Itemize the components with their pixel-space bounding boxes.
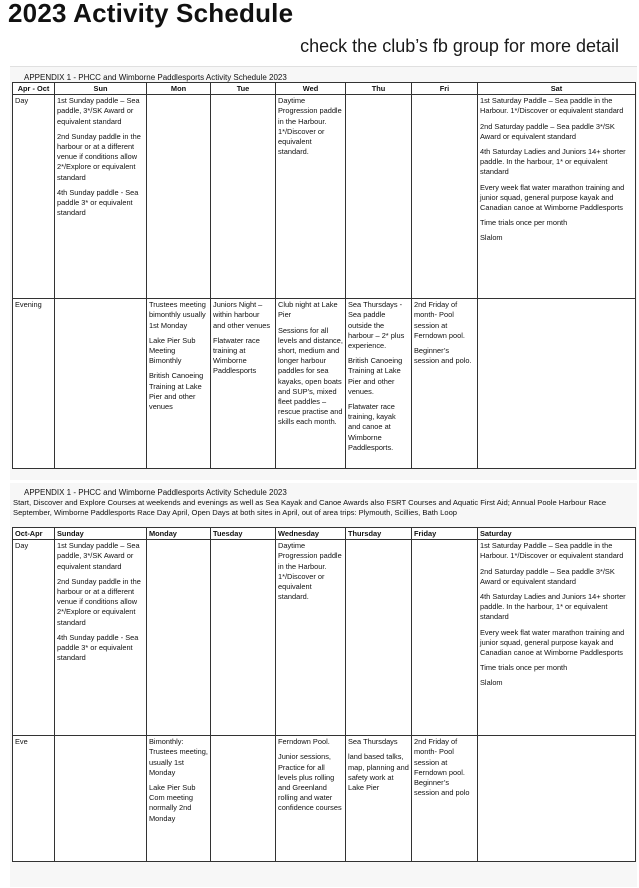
cell-paragraph: Flatwater race training, kayak and canoe at Wimborne Paddlesports. [348, 402, 396, 452]
cell-paragraph: Club night at Lake Pier [278, 300, 338, 320]
cell-paragraph: 1st Saturday Paddle – Sea paddle in the Harbour. 1*/Discover or equivalent standard [480, 96, 624, 116]
cell-paragraph: Trustees meeting bimonthly usually 1st Monday [149, 300, 206, 330]
events-note: Start, Discover and Explore Courses at weekends and evenings as well as Sea Kayak and Canoe Awards also FSRT Courses and Aquatic First Aid; Annual Poole Harbour Race September, Wimborne Paddlesports Race Day April, Open Days at both sites in April, out of area trips: Plymouth, Scillies, Bath Loop [13, 498, 607, 517]
cell-paragraph: 1st Saturday Paddle – Sea paddle in the Harbour. 1*/Discover or equivalent standard [480, 541, 624, 561]
schedule-cell [478, 540, 636, 736]
cell-paragraph: 2nd Sunday paddle in the harbour or at a different venue if conditions allow 2*/Explore or equivalent standard [57, 131, 141, 182]
table-row [13, 540, 636, 736]
column-header: Mon [147, 83, 211, 95]
cell-paragraph: Time trials once per month [480, 218, 568, 228]
cell-paragraph: 4th Saturday Ladies and Juniors 14+ shorter paddle. In the harbour, 1* or equivalent standard [480, 147, 626, 177]
column-header: Wednesday [276, 528, 346, 540]
cell-paragraph: 2nd Sunday paddle in the harbour or at a different venue if conditions allow 2*/Explore or equivalent standard [57, 576, 141, 627]
schedule-cell [412, 95, 478, 299]
cell-paragraph: 2nd Saturday paddle – Sea paddle 3*/SK Award or equivalent standard [480, 121, 615, 141]
cell-paragraph: 4th Sunday paddle - Sea paddle 3* or equivalent standard [57, 187, 139, 218]
schedule-table-winter [12, 527, 636, 862]
schedule-cell [276, 736, 346, 862]
table-row [13, 299, 636, 469]
column-header: Tue [211, 83, 276, 95]
row-label: Evening [13, 299, 55, 469]
schedule-cell [478, 299, 636, 469]
cell-paragraph: Sessions for all levels and distance, short, medium and longer harbour paddles for sea kayaks, open boats and SUP’s, mixed fleet paddles – rescue practise and skills each month. [278, 325, 343, 427]
schedule-cell [276, 540, 346, 736]
schedule-sheet-summer [10, 66, 637, 480]
cell-paragraph: 1st Sunday paddle – Sea paddle, 3*/SK Award or equivalent standard [57, 96, 140, 126]
page-subtitle: check the club’s fb group for more detail [300, 36, 619, 56]
cell-paragraph: Sea Thursdays - Sea paddle outside the harbour – 2* plus experience. [348, 300, 405, 351]
schedule-cell [346, 736, 412, 862]
schedule-cell [346, 95, 412, 299]
schedule-cell [147, 299, 211, 469]
cell-paragraph: 1st Sunday paddle – Sea paddle, 3*/SK Award or equivalent standard [57, 541, 140, 571]
cell-paragraph: Juniors Night – within harbour and other venues [213, 300, 271, 330]
schedule-cell [55, 540, 147, 736]
cell-paragraph: 4th Saturday Ladies and Juniors 14+ shorter paddle. In the harbour, 1* or equivalent standard [480, 592, 626, 622]
column-header: Apr - Oct [13, 83, 55, 95]
cell-paragraph: Daytime Progression paddle in the Harbour. 1*/Discover or equivalent standard. [278, 96, 342, 157]
cell-paragraph: Daytime Progression paddle in the Harbour. 1*/Discover or equivalent standard. [278, 541, 342, 602]
cell-paragraph: Sea Thursdays [348, 737, 398, 747]
schedule-cell [346, 299, 412, 469]
page-title: 2023 Activity Schedule [8, 0, 294, 28]
schedule-cell [147, 736, 211, 862]
schedule-cell [276, 299, 346, 469]
schedule-cell [211, 540, 276, 736]
schedule-cell [55, 299, 147, 469]
cell-paragraph: Beginner’s session and polo. [414, 346, 472, 366]
appendix-caption: APPENDIX 1 - PHCC and Wimborne Paddlesports Activity Schedule 2023 [24, 73, 287, 82]
cell-paragraph: Every week flat water marathon training and junior squad, general purpose kayak and Canadian canoe at Wimborne Paddlesports [480, 627, 625, 658]
schedule-cell [55, 736, 147, 862]
schedule-table-summer [12, 82, 636, 469]
schedule-cell [412, 299, 478, 469]
schedule-cell [412, 540, 478, 736]
row-label: Day [13, 540, 55, 736]
cell-paragraph: 2nd Friday of month- Pool session at Ferndown pool. [414, 300, 465, 340]
cell-paragraph: 4th Sunday paddle - Sea paddle 3* or equivalent standard [57, 632, 139, 663]
column-header: Sat [478, 83, 636, 95]
cell-paragraph: Lake Pier Sub Meeting Bimonthly [149, 335, 196, 366]
column-header: Thu [346, 83, 412, 95]
cell-paragraph: land based talks, map, planning and safety work at Lake Pier [348, 752, 409, 793]
schedule-sheet-winter [10, 483, 637, 887]
row-label: Day [13, 95, 55, 299]
column-header: Monday [147, 528, 211, 540]
cell-paragraph: Slalom [480, 233, 503, 243]
schedule-cell [211, 95, 276, 299]
row-label: Eve [13, 736, 55, 862]
column-header: Fri [412, 83, 478, 95]
schedule-cell [412, 736, 478, 862]
cell-paragraph: Slalom [480, 678, 503, 688]
header-row [13, 83, 636, 95]
cell-paragraph: British Canoeing Training at Lake Pier and other venues [149, 371, 204, 412]
schedule-cell [478, 95, 636, 299]
header-row [13, 528, 636, 540]
cell-paragraph: British Canoeing Training at Lake Pier and other venues. [348, 356, 403, 396]
cell-paragraph: Time trials once per month [480, 663, 568, 673]
schedule-cell [346, 540, 412, 736]
column-header: Saturday [478, 528, 636, 540]
cell-paragraph: Flatwater race training at Wimborne Paddlesports [213, 335, 260, 376]
cell-paragraph: Junior sessions, Practice for all levels plus rolling and Greenland rolling and water confidence courses [278, 752, 342, 813]
cell-paragraph: 2nd Saturday paddle – Sea paddle 3*/SK Award or equivalent standard [480, 566, 615, 586]
cell-paragraph: Bimonthly: Trustees meeting, usually 1st Monday [149, 737, 208, 777]
schedule-cell [147, 95, 211, 299]
column-header: Tuesday [211, 528, 276, 540]
column-header: Wed [276, 83, 346, 95]
column-header: Thursday [346, 528, 412, 540]
cell-paragraph: Every week flat water marathon training and junior squad, general purpose kayak and Canadian canoe at Wimborne Paddlesports [480, 182, 625, 213]
schedule-cell [478, 736, 636, 862]
cell-paragraph: 2nd Friday of month- Pool session at Ferndown pool. Beginner’s session and polo [414, 737, 470, 798]
schedule-cell [276, 95, 346, 299]
table-row [13, 95, 636, 299]
column-header: Oct-Apr [13, 528, 55, 540]
column-header: Sun [55, 83, 147, 95]
column-header: Friday [412, 528, 478, 540]
schedule-cell [211, 299, 276, 469]
column-header: Sunday [55, 528, 147, 540]
schedule-cell [55, 95, 147, 299]
schedule-cell [211, 736, 276, 862]
cell-paragraph: Lake Pier Sub Com meeting normally 2nd Monday [149, 783, 196, 823]
cell-paragraph: Ferndown Pool. [278, 737, 330, 747]
schedule-cell [147, 540, 211, 736]
table-row [13, 736, 636, 862]
appendix-caption: APPENDIX 1 - PHCC and Wimborne Paddlesports Activity Schedule 2023 [24, 488, 287, 497]
